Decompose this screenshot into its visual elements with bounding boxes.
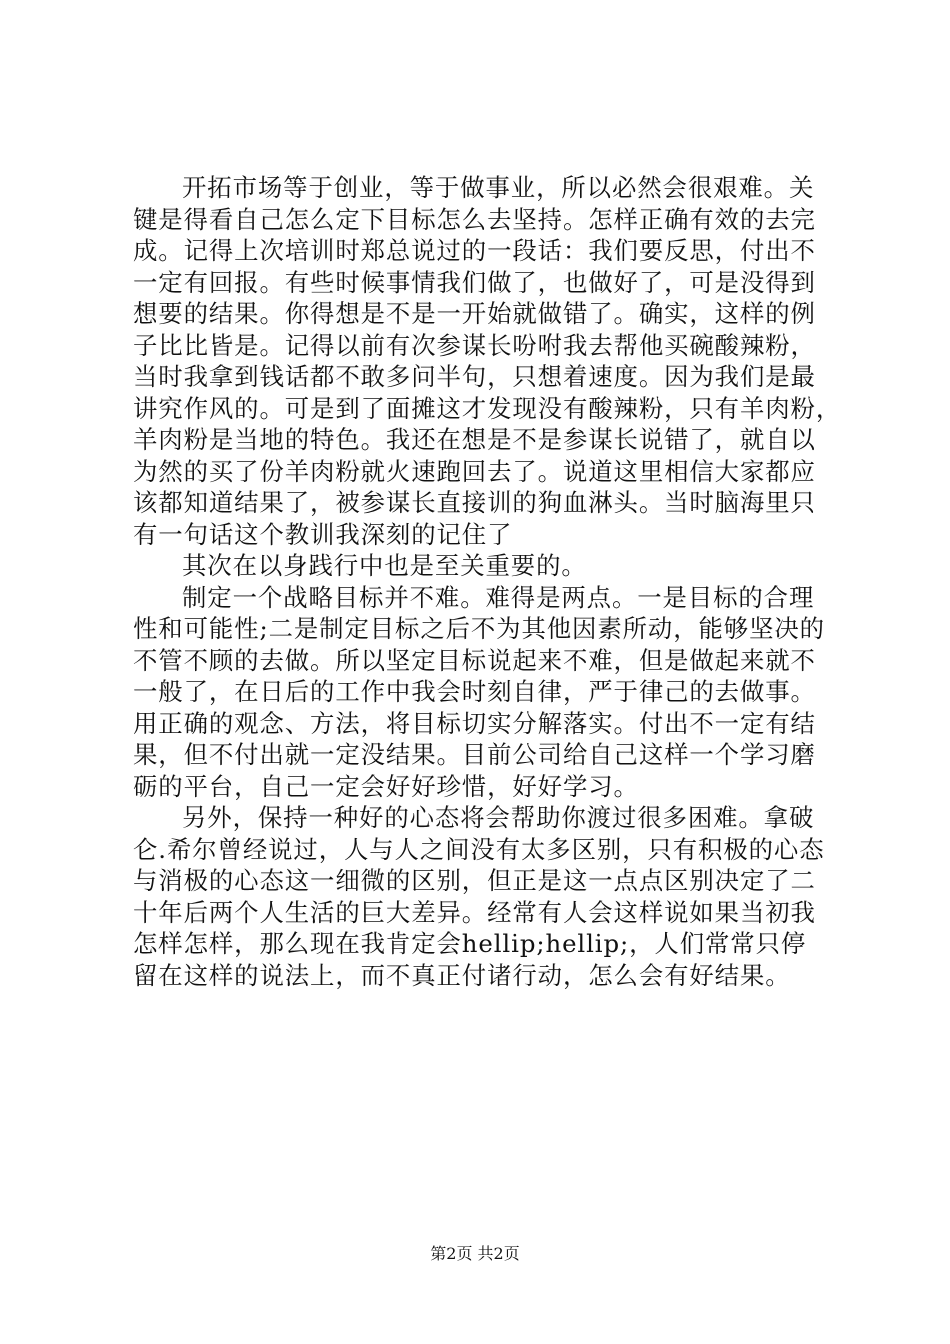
paragraph-1-line-2: 键是得看自己怎么定下目标怎么去坚持。怎样正确有效的去完 [133, 204, 816, 234]
paragraph-1-line-9: 羊肉粉是当地的特色。我还在想是不是参谋长说错了，就自以 [133, 425, 816, 454]
paragraph-3-line-7: 砺的平台，自己一定会好好珍惜，好好学习。 [133, 771, 639, 801]
paragraph-1-line-12: 有一句话这个教训我深刻的记住了 [133, 519, 513, 549]
paragraph-4-line-3: 与消极的心态这一细微的区别，但正是这一点点区别决定了二 [133, 866, 816, 895]
paragraph-4-line-5: 怎样怎样，那么现在我肯定会hellip;hellip;，人们常常只停 [133, 929, 807, 958]
paragraph-1-line-5: 想要的结果。你得想是不是一开始就做错了。确实，这样的例 [133, 299, 816, 328]
page-number-footer: 第2页 共2页 [430, 1244, 520, 1263]
paragraph-3-line-4: 一般了，在日后的工作中我会时刻自律，严于律己的去做事。 [133, 677, 816, 706]
paragraph-3-line-5: 用正确的观念、方法，将目标切实分解落实。付出不一定有结 [133, 708, 816, 738]
paragraph-4-line-1: 另外，保持一种好的心态将会帮助你渡过很多困难。拿破 [182, 803, 815, 832]
paragraph-3-line-3: 不管不顾的去做。所以坚定目标说起来不难，但是做起来就不 [133, 645, 816, 675]
paragraph-1-line-11: 该都知道结果了，被参谋长直接训的狗血淋头。当时脑海里只 [133, 488, 816, 517]
paragraph-3-line-2: 性和可能性;二是制定目标之后不为其他因素所动，能够坚决的 [133, 614, 825, 643]
paragraph-2-line-1: 其次在以身践行中也是至关重要的。 [182, 551, 587, 580]
paragraph-4-line-4: 十年后两个人生活的巨大差异。经常有人会这样说如果当初我 [133, 897, 816, 927]
paragraph-4-line-2: 仑.希尔曾经说过，人与人之间没有太多区别，只有积极的心态 [133, 834, 825, 864]
document-body [133, 172, 863, 991]
paragraph-1-line-7: 当时我拿到钱话都不敢多问半句，只想着速度。因为我们是最 [133, 362, 816, 391]
paragraph-3-line-6: 果，但不付出就一定没结果。目前公司给自己这样一个学习磨 [133, 740, 816, 769]
paragraph-1-line-8: 讲究作风的。可是到了面摊这才发现没有酸辣粉，只有羊肉粉， [133, 393, 842, 423]
paragraph-1-line-6: 子比比皆是。记得以前有次参谋长吩咐我去帮他买碗酸辣粉， [133, 330, 816, 360]
paragraph-4-line-6: 留在这样的说法上，而不真正付诸行动，怎么会有好结果。 [133, 960, 791, 990]
paragraph-1-line-10: 为然的买了份羊肉粉就火速跑回去了。说道这里相信大家都应 [133, 456, 816, 486]
paragraph-1-line-3: 成。记得上次培训时郑总说过的一段话：我们要反思，付出不 [133, 236, 816, 265]
paragraph-1-line-4: 一定有回报。有些时候事情我们做了，也做好了，可是没得到 [133, 267, 816, 297]
paragraph-3-line-1: 制定一个战略目标并不难。难得是两点。一是目标的合理 [182, 582, 815, 612]
paragraph-1-line-1: 开拓市场等于创业，等于做事业，所以必然会很艰难。关 [182, 173, 815, 202]
